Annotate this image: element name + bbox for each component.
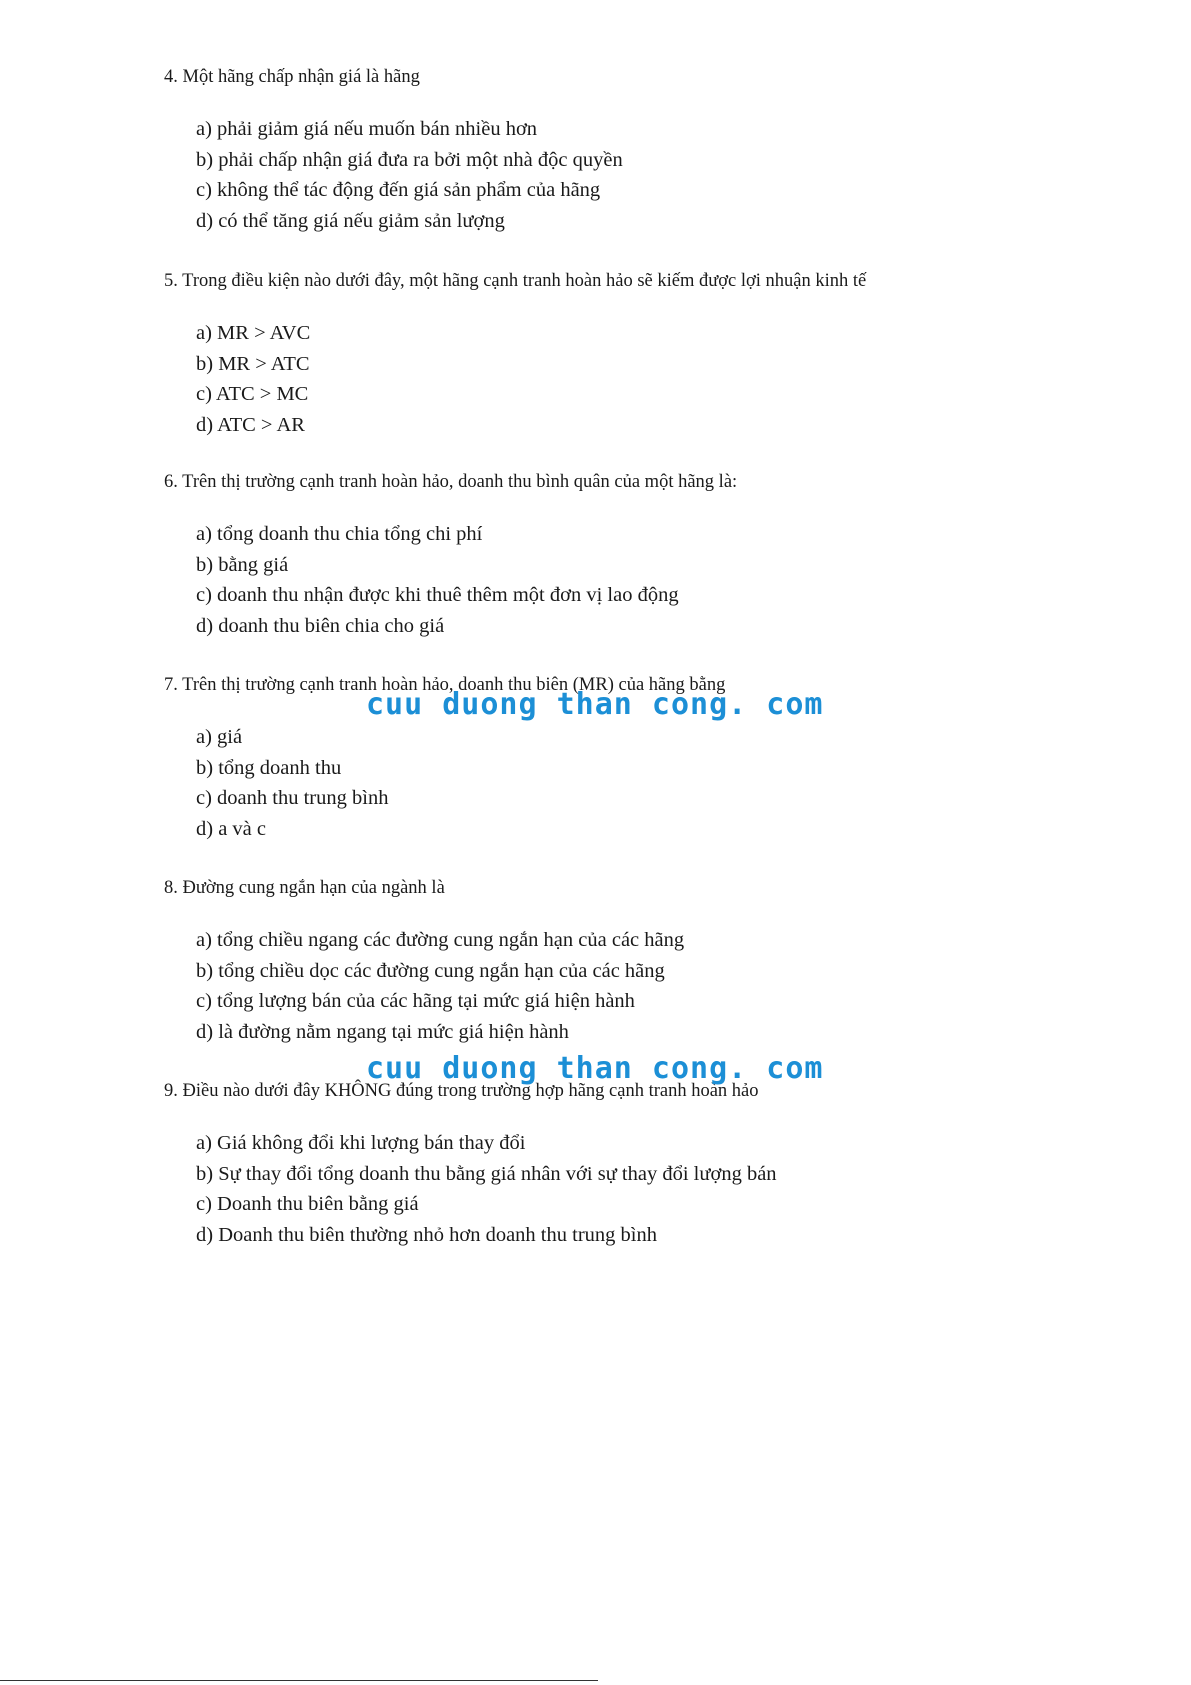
option-d: d) ATC > AR [196,413,305,436]
option-d: d) doanh thu biên chia cho giá [196,614,445,637]
question-8 [164,877,684,1047]
option-d: d) a và c [196,817,266,840]
option-c: c) doanh thu nhận được khi thuê thêm một đơn vị lao động [196,584,679,606]
question-5 [164,270,866,440]
option-b: b) tổng doanh thu [196,756,342,779]
option-a: a) MR > AVC [196,322,311,344]
answer-options [164,318,866,440]
option-c: c) Doanh thu biên bằng giá [196,1193,419,1215]
question-6 [164,471,737,641]
option-b: b) Sự thay đổi tổng doanh thu bằng giá nhân với sự thay đổi lượng bán [196,1162,777,1185]
option-b: b) MR > ATC [196,352,310,375]
answer-options [164,722,725,844]
option-a: a) tổng doanh thu chia tổng chi phí [196,523,483,545]
question-text: 8. Đường cung ngắn hạn của ngành là [164,878,445,898]
question-text: 6. Trên thị trường cạnh tranh hoàn hảo, doanh thu bình quân của một hãng là: [164,472,738,492]
question-4 [164,66,623,236]
option-c: c) ATC > MC [196,383,309,405]
question-text: 7. Trên thị trường cạnh tranh hoàn hảo, doanh thu biên (MR) của hãng bằng [164,675,726,695]
option-a: a) tổng chiều ngang các đường cung ngắn hạn của các hãng [196,929,685,951]
option-a: a) giá [196,726,243,748]
option-b: b) bằng giá [196,553,289,576]
option-d: d) Doanh thu biên thường nhỏ hơn doanh thu trung bình [196,1223,657,1246]
question-9 [164,1080,777,1250]
option-c: c) doanh thu trung bình [196,787,389,809]
option-d: d) là đường nằm ngang tại mức giá hiện hành [196,1020,569,1043]
watermark: cuu duong than cong. com [366,687,824,722]
answer-options [164,114,623,236]
footer-divider [0,1680,598,1681]
option-c: c) không thể tác động đến giá sản phẩm của hãng [196,179,601,201]
answer-options [164,1128,777,1250]
answer-options [164,925,684,1047]
option-c: c) tổng lượng bán của các hãng tại mức giá hiện hành [196,990,635,1012]
watermark: cuu duong than cong. com [366,1051,824,1086]
option-a: a) phải giảm giá nếu muốn bán nhiều hơn [196,118,538,140]
option-b: b) phải chấp nhận giá đưa ra bởi một nhà độc quyền [196,148,623,171]
option-a: a) Giá không đổi khi lượng bán thay đổi [196,1132,526,1154]
question-text: 5. Trong điều kiện nào dưới đây, một hãng cạnh tranh hoàn hảo sẽ kiếm được lợi nhuận kinh tế [164,271,867,291]
option-d: d) có thể tăng giá nếu giảm sản lượng [196,209,505,232]
question-text: 9. Điều nào dưới đây KHÔNG đúng trong trường hợp hãng cạnh tranh hoàn hảo [164,1081,759,1101]
answer-options [164,519,737,641]
option-b: b) tổng chiều dọc các đường cung ngắn hạn của các hãng [196,959,665,982]
question-text: 4. Một hãng chấp nhận giá là hãng [164,67,420,87]
